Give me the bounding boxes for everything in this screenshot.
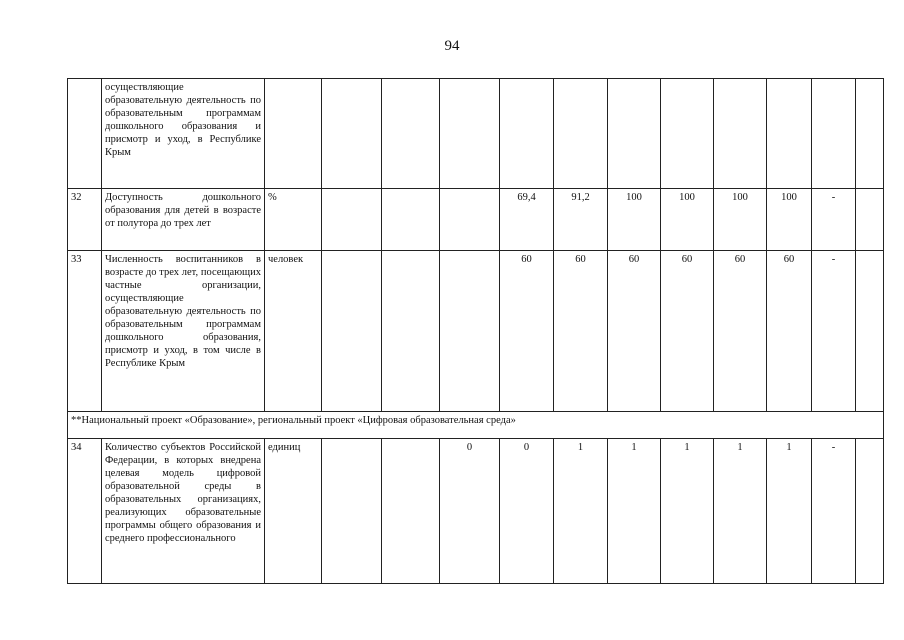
row-number: 34 xyxy=(68,439,102,584)
value-cell: 1 xyxy=(554,439,608,584)
indicator-name: осуществляющие образовательную деятельность по образовательным программам дошкольного образования и присмотр и уход, в Республике Крым xyxy=(102,79,265,189)
value-cell: 100 xyxy=(608,189,661,251)
value-cell xyxy=(812,79,856,189)
indicators-table xyxy=(67,78,884,584)
value-cell xyxy=(856,189,884,251)
value-cell: - xyxy=(812,439,856,584)
indicator-name: Количество субъектов Российской Федерации, в которых внедрена целевая модель цифровой образовательной среды в образовательных организациях, реализующих образовательные программы общего образования и среднего профессионального xyxy=(102,439,265,584)
unit-cell: % xyxy=(265,189,322,251)
value-cell: 69,4 xyxy=(500,189,554,251)
value-cell: 0 xyxy=(500,439,554,584)
value-cell xyxy=(608,79,661,189)
value-cell xyxy=(382,251,440,412)
value-cell xyxy=(856,251,884,412)
table-row xyxy=(68,189,884,251)
value-cell: 100 xyxy=(661,189,714,251)
value-cell xyxy=(500,79,554,189)
value-cell xyxy=(714,79,767,189)
value-cell xyxy=(440,189,500,251)
value-cell: 60 xyxy=(554,251,608,412)
table-row xyxy=(68,251,884,412)
value-cell: 91,2 xyxy=(554,189,608,251)
value-cell: 100 xyxy=(714,189,767,251)
value-cell: 1 xyxy=(608,439,661,584)
value-cell: 1 xyxy=(661,439,714,584)
section-header: **Национальный проект «Образование», региональный проект «Цифровая образовательная среда» xyxy=(68,412,884,439)
unit-cell: единиц xyxy=(265,439,322,584)
value-cell: 100 xyxy=(767,189,812,251)
value-cell xyxy=(322,439,382,584)
value-cell xyxy=(322,189,382,251)
value-cell: 60 xyxy=(500,251,554,412)
value-cell xyxy=(322,79,382,189)
value-cell xyxy=(382,189,440,251)
table-row xyxy=(68,439,884,584)
value-cell: 60 xyxy=(608,251,661,412)
value-cell xyxy=(382,439,440,584)
value-cell: - xyxy=(812,189,856,251)
value-cell xyxy=(440,251,500,412)
row-number xyxy=(68,79,102,189)
page-number: 94 xyxy=(444,38,460,54)
value-cell: 60 xyxy=(714,251,767,412)
value-cell xyxy=(856,439,884,584)
value-cell: - xyxy=(812,251,856,412)
indicator-name: Доступность дошкольного образования для детей в возрасте от полутора до трех лет xyxy=(102,189,265,251)
value-cell: 1 xyxy=(714,439,767,584)
value-cell xyxy=(382,79,440,189)
value-cell: 60 xyxy=(767,251,812,412)
value-cell: 0 xyxy=(440,439,500,584)
row-number: 32 xyxy=(68,189,102,251)
value-cell: 60 xyxy=(661,251,714,412)
value-cell xyxy=(856,79,884,189)
unit-cell: человек xyxy=(265,251,322,412)
value-cell xyxy=(554,79,608,189)
value-cell xyxy=(767,79,812,189)
unit-cell xyxy=(265,79,322,189)
value-cell xyxy=(661,79,714,189)
row-number: 33 xyxy=(68,251,102,412)
value-cell xyxy=(440,79,500,189)
table-row xyxy=(68,79,884,189)
section-row xyxy=(68,412,884,439)
value-cell xyxy=(322,251,382,412)
indicator-name: Численность воспитанников в возрасте до трех лет, посещающих частные организации, осуществляющие образовательную деятельность по образовательным программам дошкольного образования, присмотр и уход, в том числе в Республике Крым xyxy=(102,251,265,412)
value-cell: 1 xyxy=(767,439,812,584)
